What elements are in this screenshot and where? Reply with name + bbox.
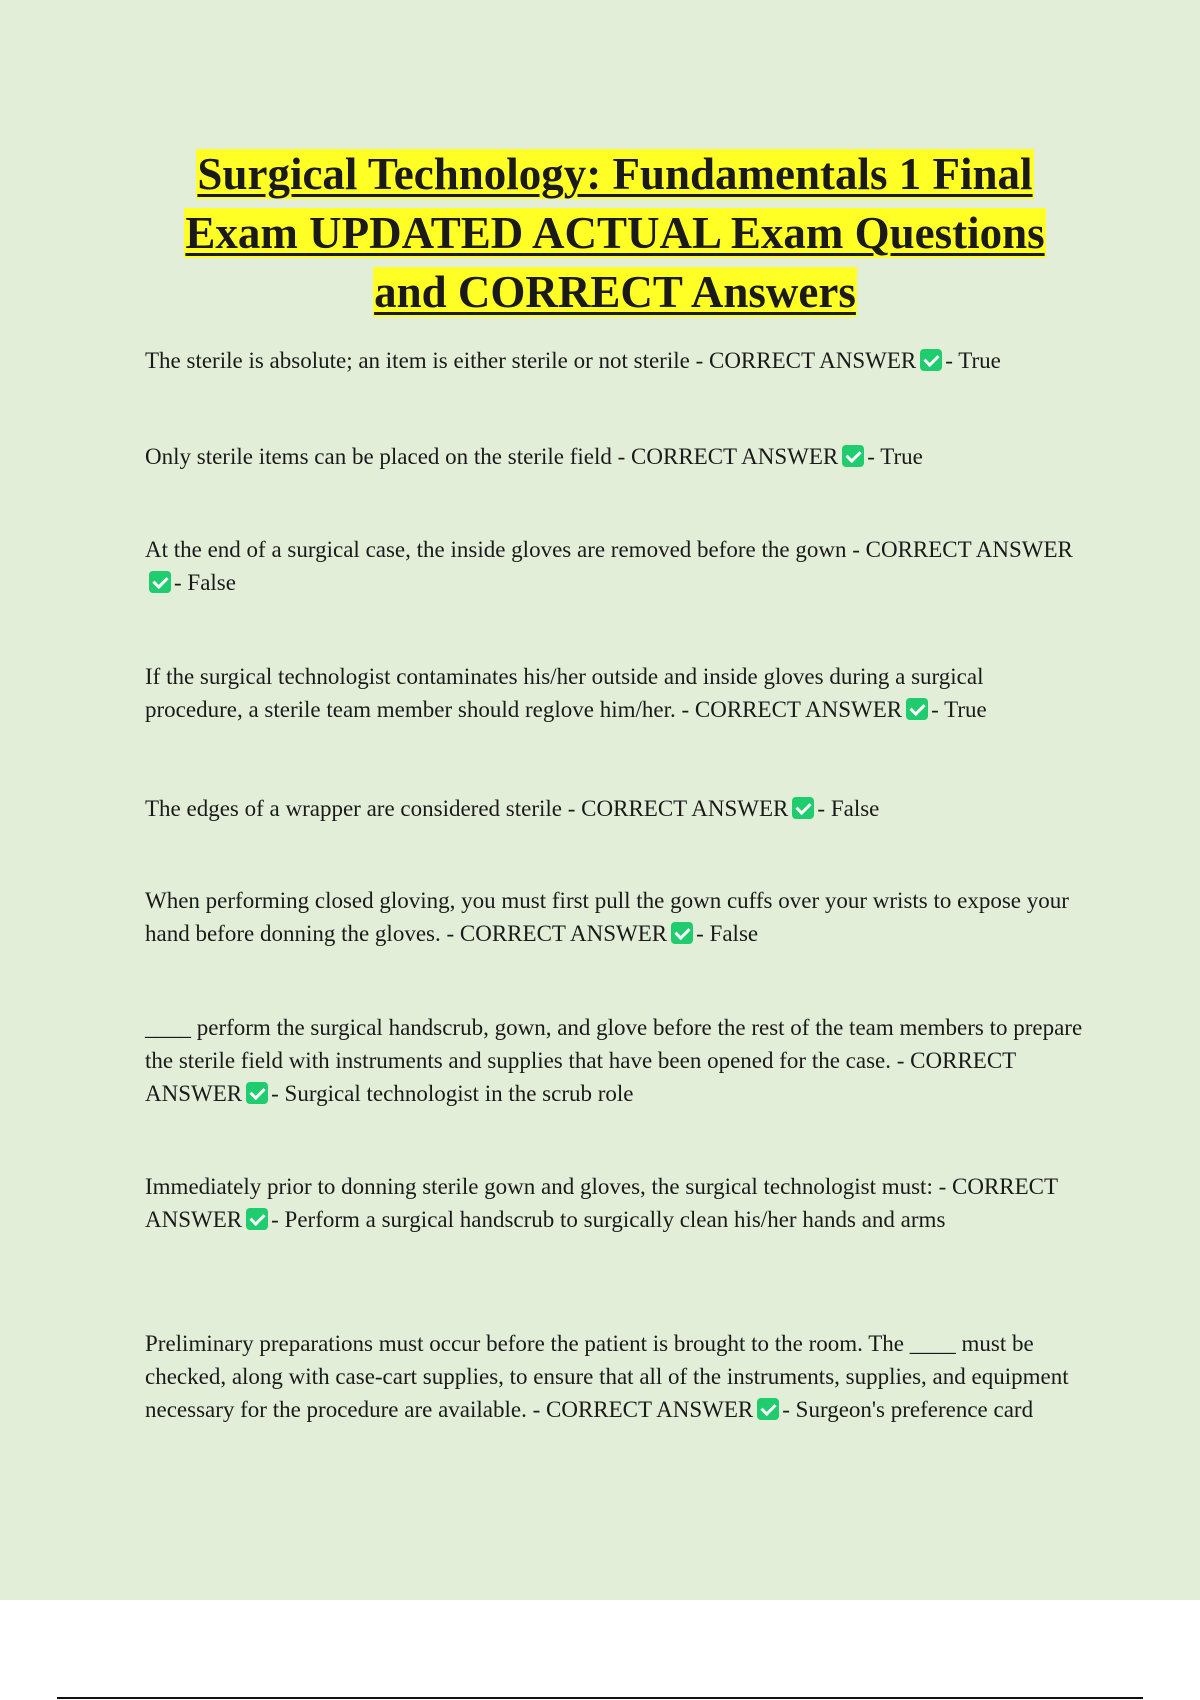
answer-text: - False [174,570,236,595]
answer-text: - Surgical technologist in the scrub role [271,1081,634,1106]
title-line-2: Exam UPDATED ACTUAL Exam Questions [185,208,1045,258]
question-text: ____ perform the surgical handscrub, gown, and glove before the rest of the team members to prepare the sterile field with instruments and supplies that have been opened for the case. - CORRECT ANSWER [145,1015,1083,1106]
title-line-1: Surgical Technology: Fundamentals 1 Final [197,149,1033,199]
footer-divider [57,1697,1143,1699]
check-icon [792,797,814,819]
qa-item-8 [145,1170,1085,1236]
qa-item-9 [145,1327,1085,1426]
answer-text: - False [696,921,759,946]
question-text: Immediately prior to donning sterile gown and gloves, the surgical technologist must: - CORRECT ANSWER [145,1174,1058,1232]
qa-item-5 [145,792,1085,825]
check-icon [246,1208,268,1230]
qa-item-3 [145,533,1085,599]
check-icon [246,1082,268,1104]
qa-item-2 [145,440,1085,473]
question-text: If the surgical technologist contaminates his/her outside and inside gloves during a surgical procedure, a sterile team member should reglove him/her. - CORRECT ANSWER [145,664,984,722]
qa-item-6 [145,884,1085,950]
question-text: Preliminary preparations must occur before the patient is brought to the room. The ____ must be checked, along with case-cart supplies, to ensure that all of the instruments, supplies, and equipment necessary for the procedure are available. - CORRECT ANSWER [145,1331,1069,1422]
check-icon [671,922,693,944]
answer-text: - True [945,348,1001,373]
title-line-3: and CORRECT Answers [374,267,856,317]
answer-text: - Perform a surgical handscrub to surgically clean his/her hands and arms [271,1207,946,1232]
question-text: The sterile is absolute; an item is either sterile or not sterile - CORRECT ANSWER [145,348,917,373]
question-text: Only sterile items can be placed on the sterile field - CORRECT ANSWER [145,444,839,469]
check-icon [920,349,942,371]
qa-item-7 [145,1011,1085,1110]
check-icon [149,571,171,593]
answer-text: - False [817,796,880,821]
qa-item-1 [145,344,1085,377]
check-icon [757,1398,779,1420]
check-icon [906,698,928,720]
question-text: The edges of a wrapper are considered sterile - CORRECT ANSWER [145,796,789,821]
question-text: When performing closed gloving, you must first pull the gown cuffs over your wrists to expose your hand before donning the gloves. - CORRECT ANSWER [145,888,1069,946]
document-title [145,145,1085,322]
check-icon [842,445,864,467]
qa-item-4 [145,660,1085,726]
answer-text: - True [867,444,923,469]
answer-text: - Surgeon's preference card [782,1397,1034,1422]
answer-text: - True [931,697,987,722]
question-text: At the end of a surgical case, the inside gloves are removed before the gown - CORRECT ANSWER [145,537,1073,562]
